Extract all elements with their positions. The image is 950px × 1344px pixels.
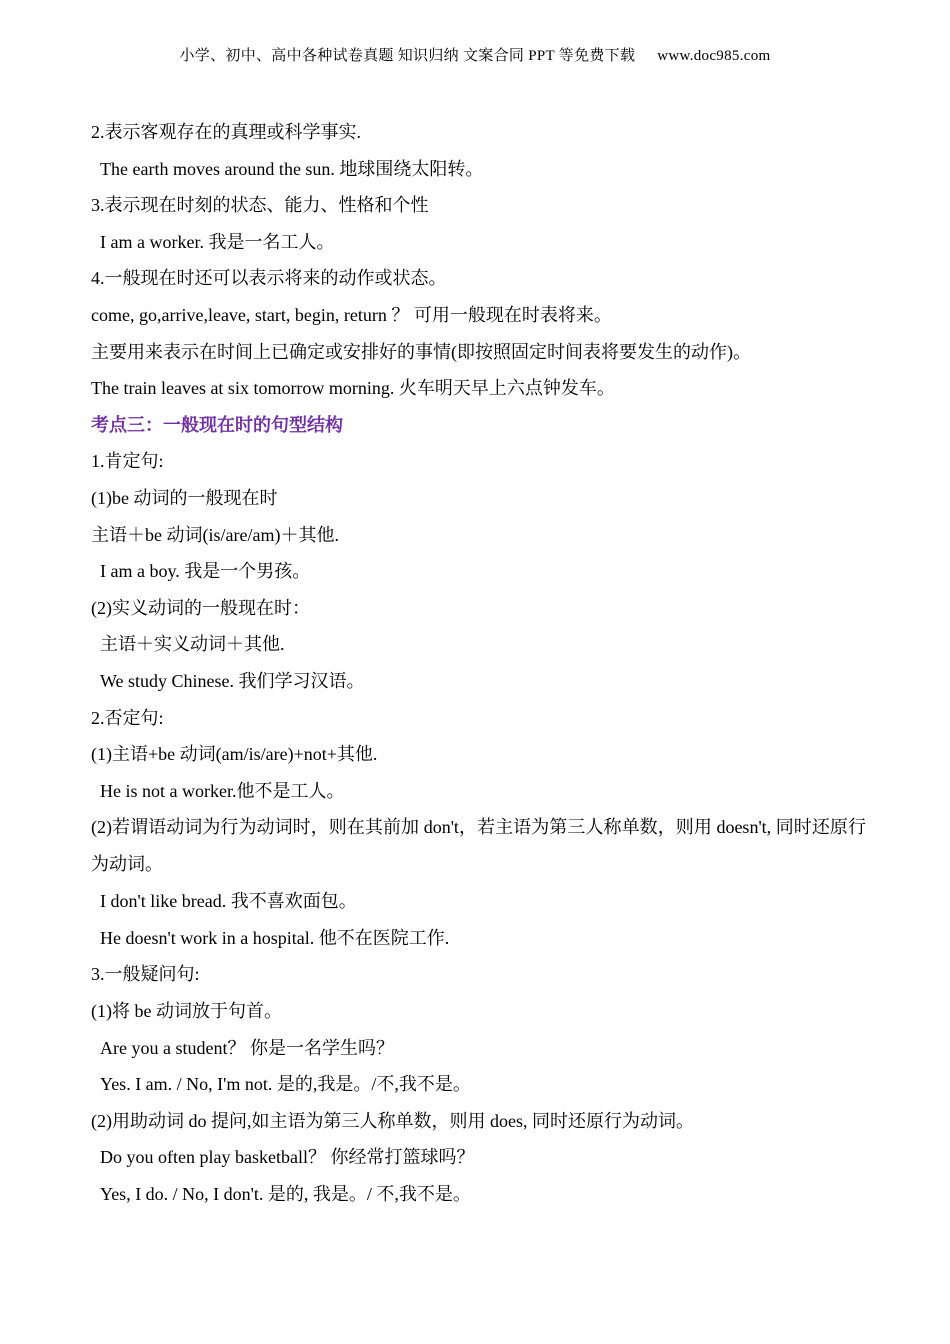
rule-item: 4.一般现在时还可以表示将来的动作或状态。 bbox=[91, 268, 447, 289]
sentence-pattern: (1)主语+be 动词(am/is/are)+not+其他. bbox=[91, 744, 378, 765]
example-sentence: I am a worker. 我是一名工人。 bbox=[100, 231, 335, 252]
subsection-title: 3.一般疑问句: bbox=[91, 964, 200, 985]
example-sentence: We study Chinese. 我们学习汉语。 bbox=[100, 670, 365, 691]
rule-item: 3.表示现在时刻的状态、能力、性格和个性 bbox=[91, 195, 429, 216]
example-sentence: Yes, I do. / No, I don't. 是的, 我是。/ 不,我不是。 bbox=[100, 1184, 471, 1205]
rule-item: 2.表示客观存在的真理或科学事实. bbox=[91, 122, 361, 142]
section-heading: 考点三：一般现在时的句型结构 bbox=[91, 414, 343, 435]
rule-item: (1)将 be 动词放于句首。 bbox=[91, 1001, 282, 1022]
rule-item: (2)若谓语动词为行为动词时，则在其前加 don't，若主语为第三人称单数，则用 doesn't, 同时还原行为动词。 bbox=[91, 817, 866, 875]
rule-note: 主要用来表示在时间上已确定或安排好的事情(即按照固定时间表将要发生的动作)。 bbox=[91, 341, 751, 362]
subsection-title: 1.肯定句: bbox=[91, 451, 164, 472]
example-sentence: I don't like bread. 我不喜欢面包。 bbox=[100, 891, 357, 912]
example-sentence: I am a boy. 我是一个男孩。 bbox=[100, 561, 311, 582]
example-sentence: He is not a worker.他不是工人。 bbox=[100, 780, 345, 801]
subsection-title: 2.否定句: bbox=[91, 707, 164, 728]
header-text: 小学、初中、高中各种试卷真题 知识归纳 文案合同 PPT 等免费下载 bbox=[179, 48, 636, 64]
document-body bbox=[91, 114, 866, 1213]
page-header bbox=[0, 44, 950, 65]
example-sentence: The train leaves at six tomorrow morning. 火车明天早上六点钟发车。 bbox=[91, 378, 615, 399]
sentence-pattern: 主语＋实义动词＋其他. bbox=[100, 634, 285, 655]
rule-note: come, go,arrive,leave, start, begin, return ？ 可用一般现在时表将来。 bbox=[91, 304, 612, 325]
rule-item: (2)用助动词 do 提问,如主语为第三人称单数，则用 does, 同时还原行为动词。 bbox=[91, 1110, 694, 1131]
example-sentence: Are you a student？ 你是一名学生吗？ bbox=[100, 1037, 394, 1058]
header-site: www.doc985.com bbox=[657, 48, 771, 64]
example-sentence: The earth moves around the sun. 地球围绕太阳转。 bbox=[100, 158, 484, 179]
example-sentence: He doesn't work in a hospital. 他不在医院工作. bbox=[100, 927, 450, 948]
rule-item: (2)实义动词的一般现在时： bbox=[91, 597, 310, 618]
example-sentence: Yes. I am. / No, I'm not. 是的,我是。/不,我不是。 bbox=[100, 1074, 471, 1095]
sentence-pattern: 主语＋be 动词(is/are/am)＋其他. bbox=[91, 524, 339, 545]
rule-item: (1)be 动词的一般现在时 bbox=[91, 487, 278, 508]
example-sentence: Do you often play basketball？ 你经常打篮球吗？ bbox=[100, 1147, 475, 1168]
